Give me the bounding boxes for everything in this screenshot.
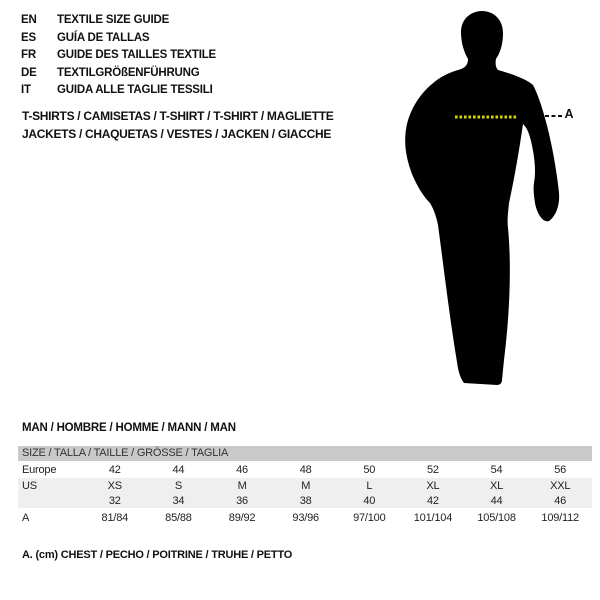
guide-title: GUIDE DES TAILLES TEXTILE <box>57 49 216 62</box>
table-cell: S <box>174 479 182 492</box>
language-code: EN <box>21 14 37 26</box>
table-cell: 34 <box>172 494 185 507</box>
table-cell: 54 <box>490 463 503 476</box>
table-cell: XL <box>490 479 504 492</box>
language-row <box>21 82 216 100</box>
size-table-header: SIZE / TALLA / TAILLE / GRÖSSE / TAGLIA <box>18 446 592 461</box>
language-row <box>21 47 216 65</box>
table-cell: 97/100 <box>353 511 386 524</box>
man-silhouette-figure <box>400 0 600 400</box>
footnote-chest-measure: A. (cm) CHEST / PECHO / POITRINE / TRUHE / PETTO <box>22 549 293 561</box>
table-row-chest-a <box>18 508 592 527</box>
table-cell: 48 <box>299 463 312 476</box>
guide-title: GUÍA DE TALLAS <box>57 31 150 44</box>
table-cell: 93/96 <box>292 511 319 524</box>
row-label: A <box>22 511 30 524</box>
table-cell: L <box>366 479 373 492</box>
language-row <box>21 30 216 48</box>
garment-types <box>22 108 334 143</box>
table-cell: 89/92 <box>228 511 256 524</box>
size-table <box>18 446 592 527</box>
table-cell: 32 <box>108 494 121 507</box>
table-cell: 38 <box>299 494 312 507</box>
table-cell: XL <box>426 479 440 492</box>
table-cell: M <box>301 479 311 492</box>
language-code: ES <box>21 31 36 44</box>
language-row <box>21 65 216 83</box>
garment-line-jackets: JACKETS / CHAQUETAS / VESTES / JACKEN / GIACCHE <box>22 126 332 141</box>
table-row-us-numeric <box>18 493 592 508</box>
row-label: Europe <box>22 463 57 476</box>
row-label: US <box>22 479 37 492</box>
table-cell: 42 <box>108 463 121 476</box>
table-cell: 40 <box>363 494 376 507</box>
table-cell: 46 <box>236 463 248 476</box>
language-code: DE <box>21 66 37 79</box>
language-row <box>21 12 216 30</box>
table-row-europe <box>18 461 592 478</box>
table-cell: 109/112 <box>541 511 579 524</box>
table-cell: 81/84 <box>101 511 129 524</box>
table-cell: 36 <box>236 494 248 507</box>
table-cell: XXL <box>550 479 571 492</box>
table-row-us-letter <box>18 478 592 493</box>
measure-label-a: A <box>564 107 574 121</box>
table-cell: XS <box>107 479 122 492</box>
table-cell: 105/108 <box>477 511 516 524</box>
man-silhouette <box>405 11 559 385</box>
guide-title: TEXTILGRÖßENFÜHRUNG <box>57 66 200 79</box>
table-cell: 50 <box>363 463 376 476</box>
guide-title: GUIDA ALLE TAGLIE TESSILI <box>57 84 213 97</box>
table-cell: 85/88 <box>165 511 192 524</box>
us-size-band <box>18 478 592 508</box>
table-cell: 44 <box>490 494 503 507</box>
guide-title: TEXTILE SIZE GUIDE <box>57 14 170 26</box>
table-cell: 101/104 <box>413 511 453 524</box>
language-code: FR <box>21 49 36 62</box>
table-cell: M <box>237 479 247 492</box>
language-code: IT <box>21 84 31 97</box>
table-cell: 56 <box>554 463 567 476</box>
table-cell: 44 <box>172 463 185 476</box>
table-cell: 42 <box>427 494 439 507</box>
table-cell: 46 <box>554 494 567 507</box>
section-title-man: MAN / HOMBRE / HOMME / MANN / MAN <box>22 422 236 434</box>
garment-line-tshirts: T-SHIRTS / CAMISETAS / T-SHIRT / T-SHIRT / MAGLIETTE <box>22 109 334 123</box>
table-cell: 52 <box>427 463 439 476</box>
language-title-list <box>21 12 216 100</box>
